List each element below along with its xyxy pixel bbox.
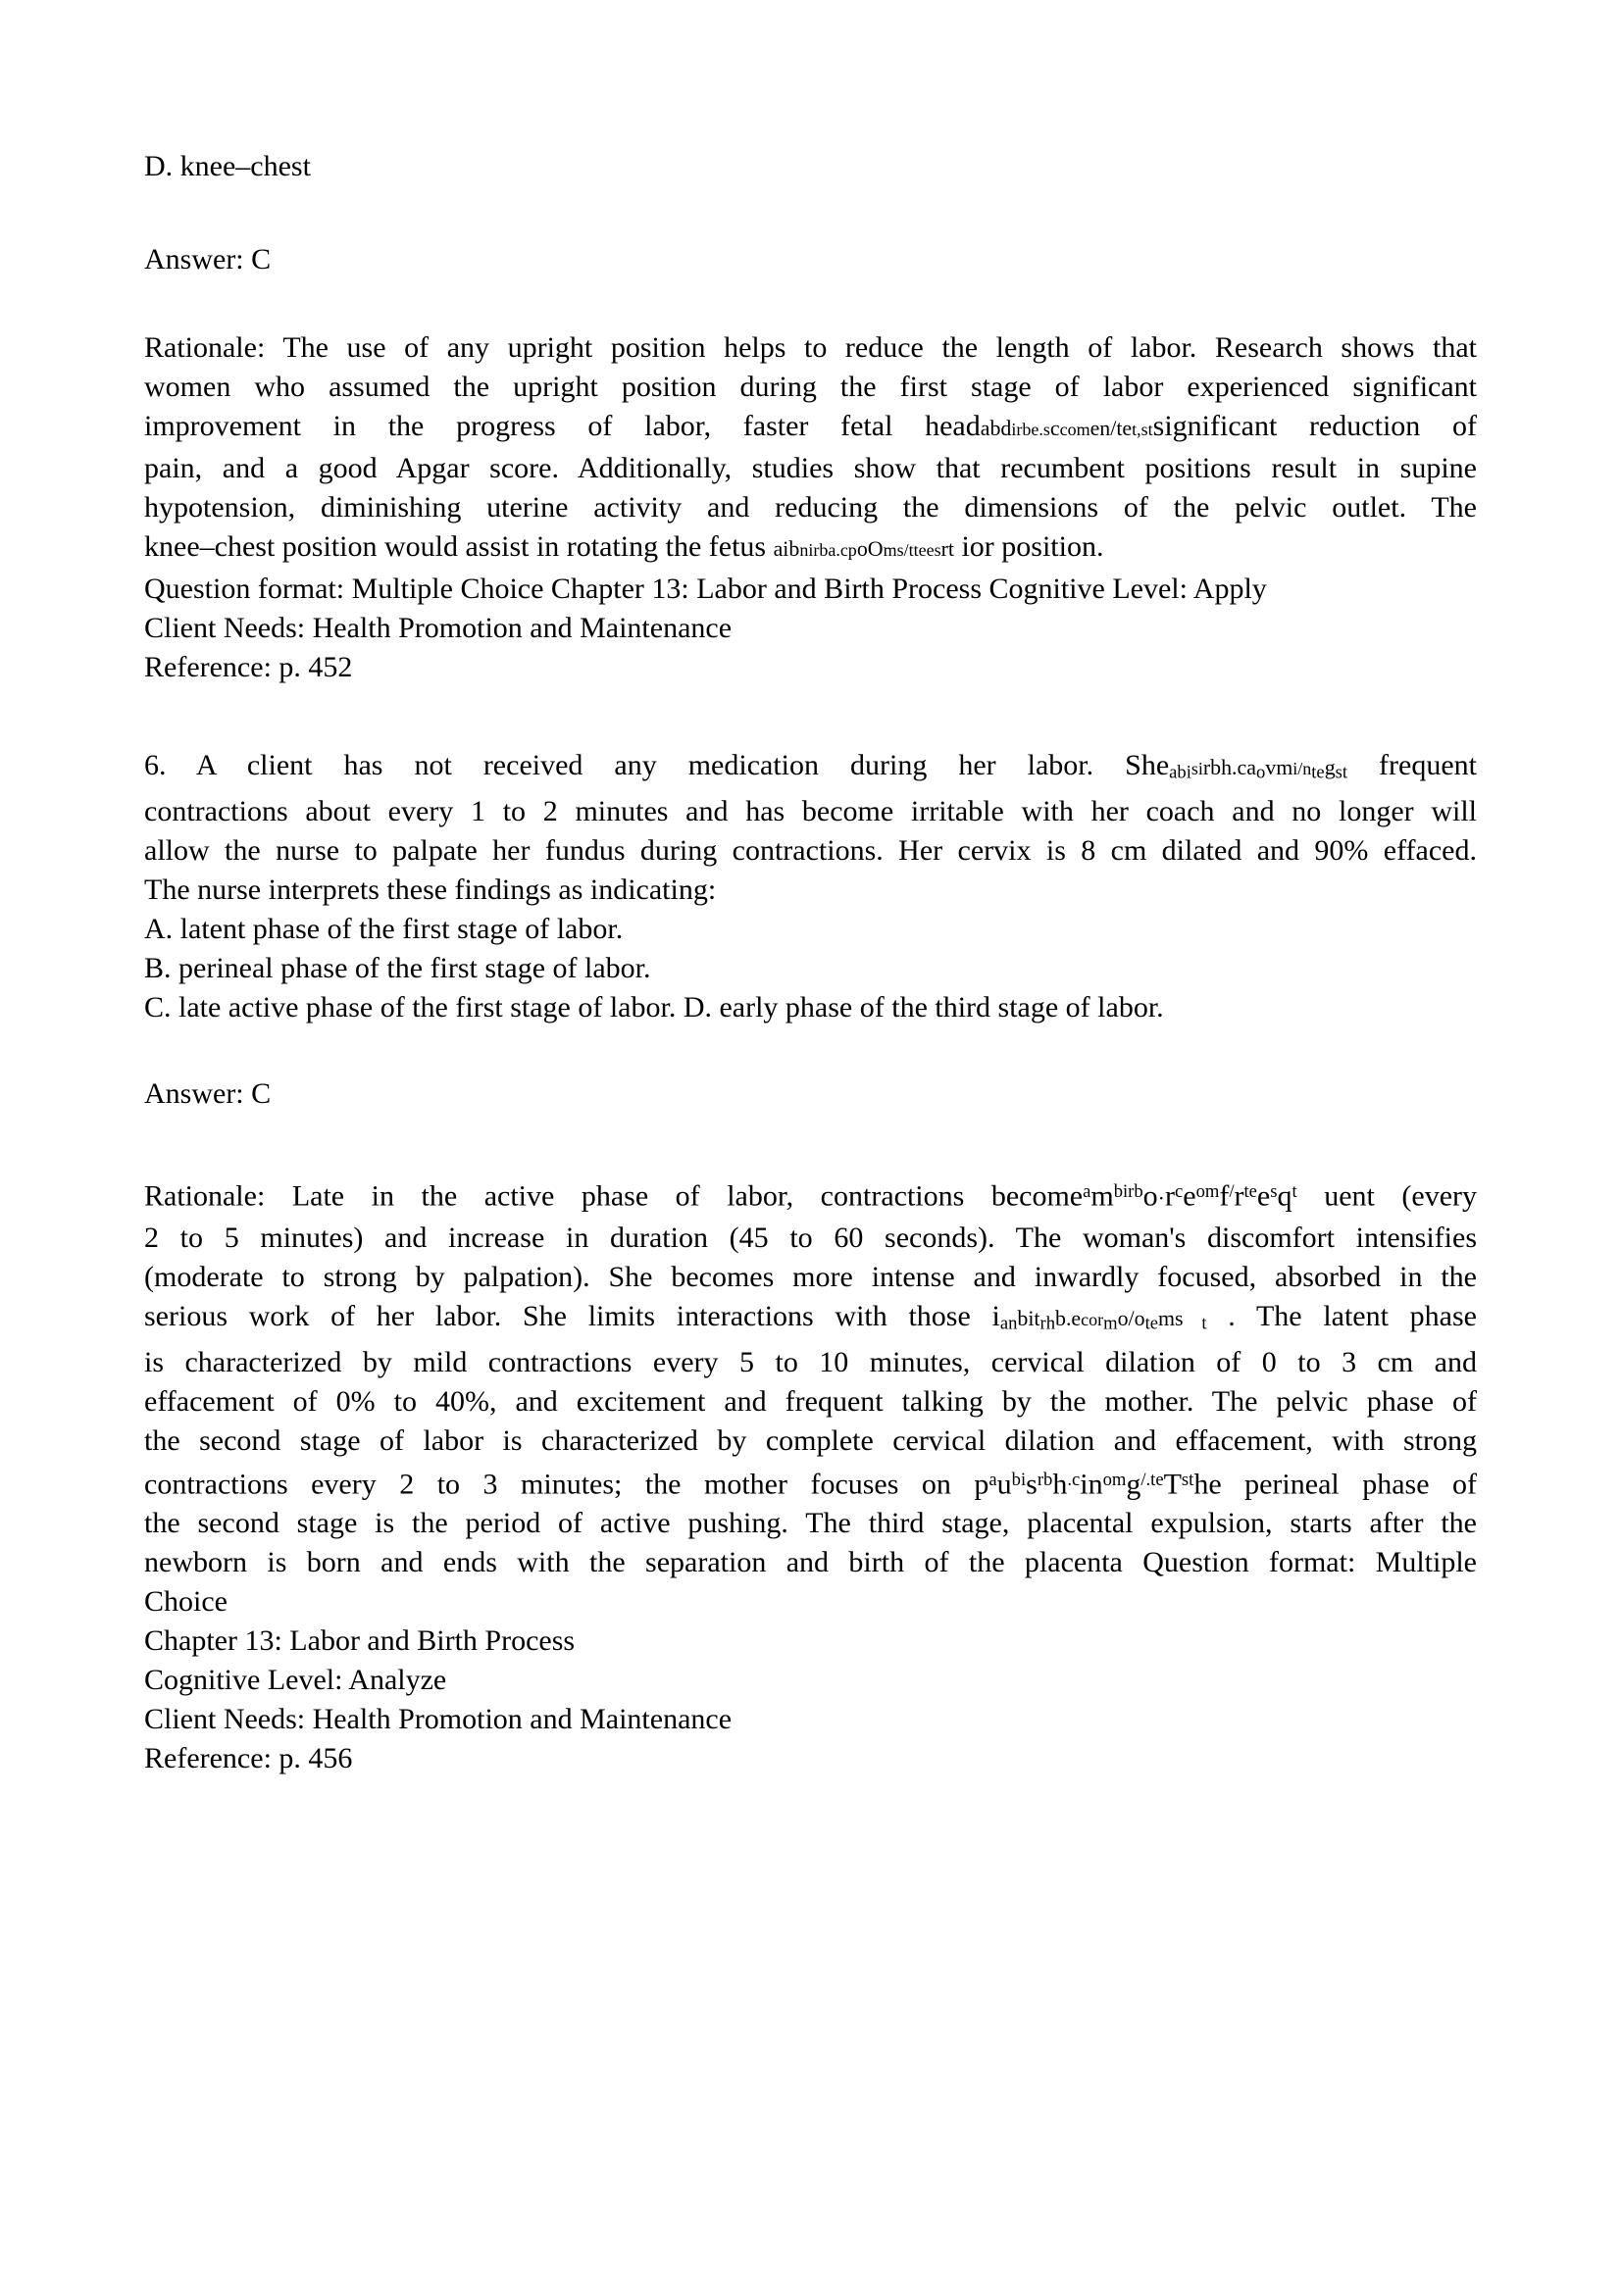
text-segment: Choice (144, 1585, 228, 1619)
text-line (144, 831, 1477, 871)
text-segment: cor (1081, 1309, 1104, 1329)
text-segment: improvement in the progress of labor, faster fetal head (144, 410, 981, 442)
text-segment: r (1164, 1179, 1175, 1213)
text-segment: t,st (1132, 420, 1153, 439)
text-line (144, 1219, 1477, 1258)
text-segment: te (1243, 1181, 1257, 1203)
text-segment: . The latent phase (1206, 1299, 1477, 1332)
text-segment: b.e (1055, 1305, 1082, 1330)
text-segment: bit (1017, 1305, 1040, 1330)
text-line (144, 1461, 1477, 1504)
text-line (144, 488, 1477, 527)
text-segment: rbh.ca (1202, 755, 1256, 779)
text-segment: Client Needs: Health Promotion and Maintenance (144, 612, 733, 644)
text-segment: T (1163, 1468, 1182, 1501)
text-line (144, 240, 1477, 279)
text-segment: effacement of 0% to 40%, and excitement and frequent talking by the mother. The pelvic phase of (144, 1385, 1477, 1419)
rationale-block-2 (144, 1173, 1477, 1778)
text-segment: contractions every 2 to 3 minutes; the mother focuses on p (144, 1468, 989, 1501)
text-segment: c (1174, 1181, 1184, 1203)
text-segment: allow the nurse to palpate her fundus during contractions. Her cervix is 8 cm dilated and 90% effaced. (144, 834, 1477, 868)
text-segment: Rationale: Late in the active phase of labor, contractions become (144, 1179, 1084, 1213)
text-segment: .c (1067, 1470, 1081, 1491)
text-segment: pain, and a good Apgar score. Additionally, studies show that recumbent positions result in supine (144, 452, 1477, 484)
text-segment: si (1190, 759, 1203, 778)
text-segment: vm (1265, 755, 1293, 779)
text-line (144, 1422, 1477, 1461)
text-line (144, 527, 1477, 570)
text-line (144, 1700, 1477, 1739)
text-line (144, 1504, 1477, 1543)
text-line (144, 988, 1477, 1027)
text-segment: · (1157, 1185, 1165, 1211)
text-segment: s (1026, 1468, 1038, 1501)
text-segment: Reference: p. 456 (144, 1742, 353, 1775)
text-segment: aib (773, 536, 800, 561)
text-line (144, 609, 1477, 648)
text-segment: r (1234, 1179, 1244, 1213)
text-segment: 2 to 5 minutes) and increase in duration (45 to 60 seconds). The woman's discomfort intensifies (144, 1221, 1477, 1254)
text-line (144, 1661, 1477, 1700)
text-line (144, 1582, 1477, 1622)
text-segment: bi (1011, 1470, 1027, 1491)
text-segment: Client Needs: Health Promotion and Maintenance (144, 1703, 733, 1736)
text-segment: newborn is born and ends with the separation and birth of the placenta Question format: Multiple (144, 1546, 1477, 1579)
text-segment: rt (940, 536, 954, 561)
text-segment: f (1219, 1179, 1230, 1213)
text-segment: serious work of her labor. She limits interactions with those i (144, 1299, 1000, 1332)
text-segment: Rationale: The use of any upright position helps to reduce the length of labor. Research shows that (144, 331, 1477, 364)
text-segment: t (1292, 1181, 1297, 1203)
text-line (144, 1297, 1477, 1343)
text-line (144, 1258, 1477, 1297)
text-line (144, 648, 1477, 687)
text-line (144, 1543, 1477, 1582)
text-line (144, 570, 1477, 609)
text-segment: ms/ttees (883, 540, 941, 560)
text-segment: / (1229, 1181, 1235, 1203)
text-segment: hypotension, diminishing uterine activity and reducing the dimensions of the pelvic outlet. The (144, 491, 1477, 524)
text-segment: Reference: p. 452 (144, 651, 353, 683)
text-segment: women who assumed the upright position during the first stage of labor experienced significant (144, 371, 1477, 403)
text-line (144, 449, 1477, 488)
text-segment: ms (1158, 1305, 1184, 1330)
document-body (144, 147, 1477, 1778)
text-segment: com (1059, 420, 1090, 439)
text-segment: the second stage of labor is characterized by complete cervical dilation and effacement, with strong (144, 1424, 1477, 1458)
text-line (144, 910, 1477, 949)
text-segment: knee–chest position would assist in rotating the fetus (144, 530, 774, 563)
text-line (144, 1622, 1477, 1661)
text-segment: uent (every (1296, 1179, 1477, 1213)
text-segment: Question format: Multiple Choice Chapter 13: Labor and Birth Process Cognitive Level: Apply (144, 573, 1267, 605)
text-segment: te (1311, 762, 1325, 783)
text-segment: g (1126, 1468, 1141, 1501)
text-line (144, 147, 1477, 186)
text-segment: he perineal phase of (1193, 1468, 1478, 1501)
text-segment: a (988, 1470, 997, 1491)
text-segment: i/n (1292, 759, 1312, 778)
text-segment: 6. A client has not received any medication during her labor. She (144, 749, 1170, 781)
answer-block-2 (144, 1074, 1477, 1114)
text-line (144, 792, 1477, 831)
text-segment: significant reduction of (1152, 410, 1477, 442)
text-segment: h (1052, 1468, 1068, 1501)
text-line (144, 1343, 1477, 1382)
text-segment: (moderate to strong by palpation). She becomes more intense and inwardly focused, absorbed in the (144, 1260, 1477, 1293)
text-segment: frequent (1347, 749, 1477, 781)
text-line (144, 871, 1477, 910)
text-line (144, 1382, 1477, 1422)
text-line (144, 1173, 1477, 1218)
text-segment: A. latent phase of the first stage of labor. (144, 913, 624, 946)
text-segment: s (1270, 1181, 1278, 1203)
text-segment: en/te (1089, 416, 1133, 440)
text-line (144, 949, 1477, 988)
text-segment: Answer: C (144, 1077, 272, 1111)
text-segment: D. knee–chest (144, 150, 311, 182)
text-segment: ior position. (953, 530, 1104, 563)
text-segment: /.te (1140, 1470, 1164, 1491)
text-segment: abi (1169, 762, 1191, 783)
rationale-block-1 (144, 328, 1477, 687)
text-segment: e (1183, 1179, 1196, 1213)
text-line (144, 328, 1477, 368)
text-segment: The nurse interprets these findings as indicating: (144, 873, 717, 907)
text-segment: m (1103, 1313, 1118, 1334)
text-segment: oO (856, 536, 884, 561)
text-segment: o (1255, 762, 1266, 783)
text-segment: t (1183, 1313, 1207, 1334)
text-segment: birb (1113, 1181, 1143, 1203)
option-d-line (144, 147, 1477, 186)
text-segment: o/o (1117, 1305, 1145, 1330)
text-line (144, 407, 1477, 449)
text-segment: om (1102, 1470, 1127, 1491)
text-segment: B. perineal phase of the first stage of labor. (144, 952, 651, 985)
text-segment: te (1144, 1313, 1159, 1334)
text-segment: rh (1039, 1313, 1056, 1334)
text-segment: q (1277, 1179, 1292, 1213)
text-segment: m (1090, 1179, 1114, 1213)
text-segment: c (1049, 416, 1060, 440)
text-segment: a (1083, 1181, 1091, 1203)
text-segment: is characterized by mild contractions every 5 to 10 minutes, cervical dilation of 0 to 3 cm and (144, 1346, 1477, 1379)
question-6-block (144, 746, 1477, 1027)
text-segment: irbe.s (1011, 420, 1050, 439)
text-segment: rb (1037, 1470, 1053, 1491)
text-segment: the second stage is the period of active pushing. The third stage, placental expulsion, starts after the (144, 1507, 1477, 1540)
text-segment: an (999, 1313, 1018, 1334)
text-segment: o (1142, 1179, 1158, 1213)
text-segment: om (1195, 1181, 1220, 1203)
text-line (144, 1074, 1477, 1114)
answer-block-1 (144, 240, 1477, 279)
text-segment: Chapter 13: Labor and Birth Process (144, 1624, 576, 1658)
text-segment: u (996, 1468, 1012, 1501)
text-line (144, 746, 1477, 792)
text-segment: st (1335, 762, 1348, 783)
text-segment: Answer: C (144, 243, 272, 275)
text-segment: in (1080, 1468, 1103, 1501)
text-line (144, 1739, 1477, 1778)
text-segment: abd (980, 416, 1012, 440)
text-segment: contractions about every 1 to 2 minutes and has become irritable with her coach and no longer will (144, 795, 1477, 828)
text-segment: e (1256, 1179, 1271, 1213)
text-segment: g (1324, 755, 1336, 779)
text-segment: nirba.cp (799, 540, 857, 560)
text-segment: st (1181, 1470, 1194, 1491)
text-segment: C. late active phase of the first stage of labor. D. early phase of the third stage of labor. (144, 991, 1164, 1024)
text-segment: Cognitive Level: Analyze (144, 1664, 447, 1697)
text-line (144, 368, 1477, 407)
